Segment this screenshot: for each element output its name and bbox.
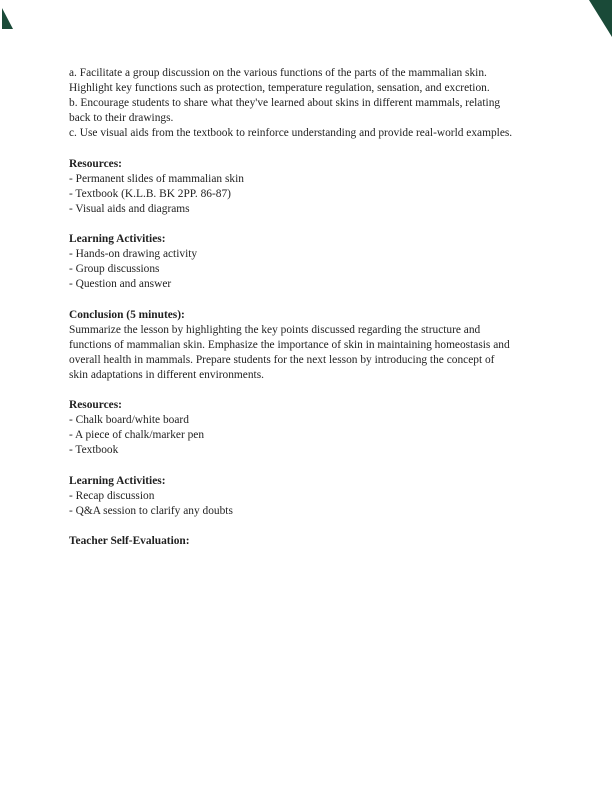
learning-activities-list-2: - Recap discussion (69, 489, 155, 502)
blank-line (69, 458, 547, 473)
conclusion-paragraph: skin adaptations in different environments. (69, 368, 264, 381)
lesson-procedure-paragraph: Highlight key functions such as protection, temperature regulation, sensation, and excretion. (69, 82, 490, 95)
lesson-procedure-paragraph: a. Facilitate a group discussion on the various functions of the parts of the mammalian skin. (69, 67, 487, 79)
lesson-plan-text (69, 66, 547, 549)
blank-line (69, 292, 547, 307)
lesson-procedure-paragraph: back to their drawings. (69, 112, 174, 125)
blank-line (69, 217, 547, 232)
page-corner-fold-decorations (0, 0, 612, 60)
learning-activities-list-2: - Q&A session to clarify any doubts (69, 504, 233, 517)
learning-activities-heading-2: Learning Activities: (69, 474, 166, 487)
conclusion-paragraph: Summarize the lesson by highlighting the key points discussed regarding the structure and (69, 323, 481, 336)
blank-line (69, 519, 547, 534)
top-left-corner-fold-icon (2, 8, 13, 29)
lesson-procedure-paragraph: b. Encourage students to share what they've learned about skins in different mammals, relating (69, 97, 501, 110)
learning-activities-heading-1: Learning Activities: (69, 233, 166, 246)
resources-list-1: - Textbook (K.L.B. BK 2PP. 86-87) (69, 187, 231, 200)
resources-list-2: - A piece of chalk/marker pen (69, 429, 205, 442)
conclusion-paragraph: functions of mammalian skin. Emphasize the importance of skin in maintaining homeostasis and (69, 338, 510, 351)
resources-list-2: - Chalk board/white board (69, 414, 189, 427)
learning-activities-list-1: - Question and answer (69, 278, 172, 291)
lesson-procedure-paragraph: c. Use visual aids from the textbook to reinforce understanding and provide real-world examples. (69, 127, 513, 140)
resources-heading-2: Resources: (69, 399, 122, 412)
teacher-self-evaluation-heading: Teacher Self-Evaluation: (69, 534, 190, 547)
resources-list-1: - Visual aids and diagrams (69, 202, 190, 215)
blank-line (69, 141, 547, 156)
resources-list-2: - Textbook (69, 444, 119, 457)
learning-activities-list-1: - Group discussions (69, 263, 160, 276)
conclusion-heading: Conclusion (5 minutes): (69, 308, 185, 321)
blank-line (69, 383, 547, 398)
resources-heading-1: Resources: (69, 157, 122, 170)
top-right-corner-fold-icon (589, 0, 612, 37)
conclusion-paragraph: overall health in mammals. Prepare students for the next lesson by introducing the concept of (69, 353, 495, 366)
learning-activities-list-1: - Hands-on drawing activity (69, 248, 198, 261)
resources-list-1: - Permanent slides of mammalian skin (69, 172, 244, 185)
